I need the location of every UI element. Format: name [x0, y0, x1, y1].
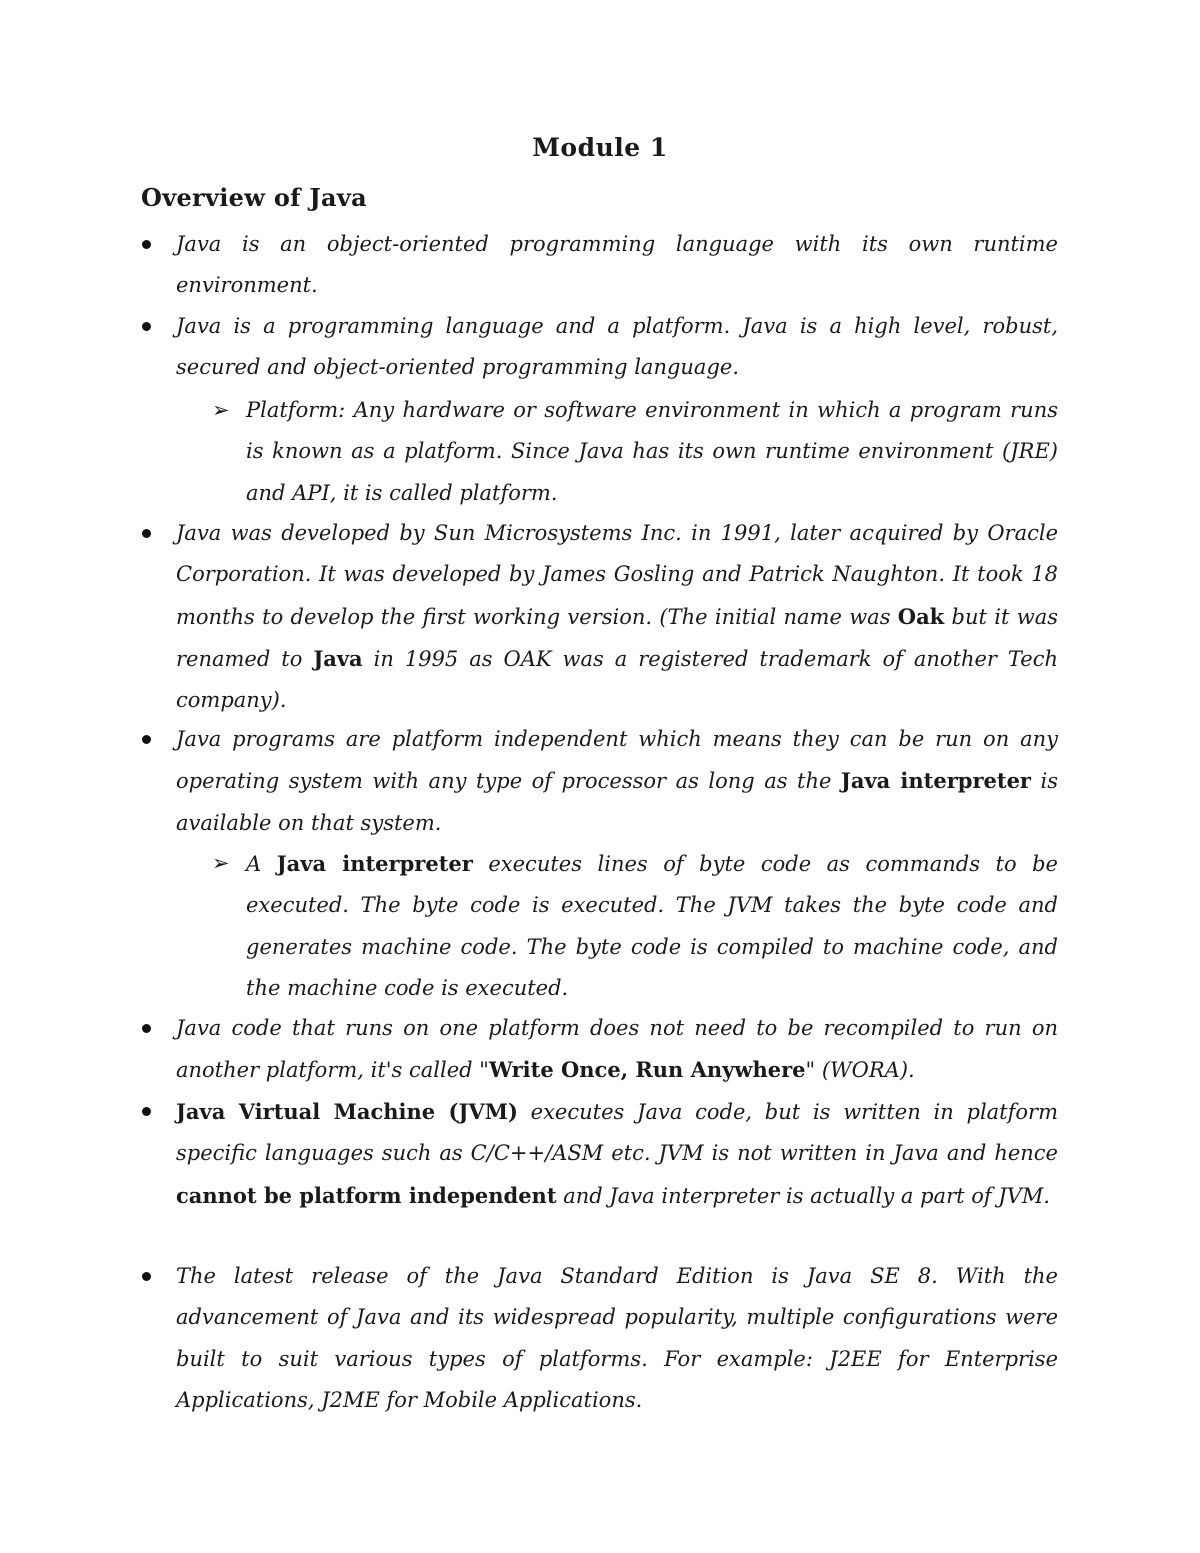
- arrow-bullet-icon: ➢: [212, 851, 230, 875]
- bold-term: cannot be platform independent: [176, 1182, 557, 1208]
- list-item-text: Java code that runs on one platform does not need to be recompiled to run on another platform, it's called ": [176, 1016, 1058, 1083]
- bullet-icon: [142, 529, 151, 538]
- bullet-icon: [142, 322, 151, 331]
- sub-list-item: [212, 843, 1058, 1009]
- list-item: [176, 1008, 1058, 1092]
- list-item-text: " (WORA).: [805, 1058, 915, 1083]
- bold-term: Java interpreter: [840, 768, 1031, 794]
- sub-list-item-text: Platform: Any hardware or software environment in which a program runs is known as a platform. Since Java has its own runtime environment (JRE) and API, it is called platform.: [246, 398, 1058, 505]
- list-item-text: but it was renamed to: [176, 604, 1058, 671]
- sub-list-item: [212, 390, 1058, 514]
- list-item: [176, 1091, 1058, 1217]
- arrow-bullet-icon: ➢: [212, 398, 230, 422]
- list-item-text: Java is an object-oriented programming language with its own runtime environment.: [176, 232, 1058, 298]
- section-heading: Overview of Java: [141, 183, 368, 212]
- list-item: [176, 306, 1058, 389]
- list-item-text: and Java interpreter is actually a part of JVM.: [556, 1183, 1051, 1208]
- list-item-text: The latest release of the Java Standard Edition is Java SE 8. With the advancement of Java and its widespread popularity, multiple configurations were built to suit various types of platforms. For example: J2EE for Enterprise Applications, J2ME for Mobile Applications.: [176, 1264, 1058, 1412]
- bold-term: Write Once, Run Anywhere: [488, 1057, 806, 1083]
- sub-list-item-text: executes lines of byte code as commands to be executed. The byte code is executed. The JVM takes the byte code and generates machine code. The byte code is compiled to machine code, and the machine code is executed.: [246, 852, 1058, 1000]
- list-item: [176, 719, 1058, 844]
- page-title: Module 1: [532, 133, 668, 162]
- list-item: [176, 513, 1058, 721]
- bold-term: Oak: [897, 603, 945, 629]
- list-item-text: executes Java code, but is written in platform specific languages such as C/C++/ASM etc. JVM is not written in Java and hence: [176, 1100, 1058, 1166]
- list-item-text: Java was developed by Sun Microsystems Inc. in 1991, later acquired by Oracle Corporation. It was developed by James Gosling and Patrick Naughton. It took 18 months to develop the first working version. (The initial name was: [176, 521, 1058, 629]
- list-item: [176, 224, 1058, 307]
- bullet-icon: [142, 1107, 151, 1116]
- bullet-icon: [142, 735, 151, 744]
- list-item-text: Java is a programming language and a platform. Java is a high level, robust, secured and object-oriented programming language.: [176, 314, 1058, 380]
- bullet-icon: [142, 1024, 151, 1033]
- list-item: [176, 1256, 1058, 1421]
- sub-list-item-text: A: [246, 852, 277, 876]
- bold-term: Java Virtual Machine (JVM): [176, 1099, 518, 1124]
- list-item-text: in 1995 as OAK was a registered trademark of another Tech company).: [176, 646, 1058, 713]
- bullet-icon: [142, 1272, 151, 1281]
- bold-term: Java: [313, 645, 363, 671]
- list-item-text: Java programs are platform independent which means they can be run on any operating system with any type of processor as long as the: [176, 727, 1058, 794]
- bold-term: Java interpreter: [276, 851, 473, 876]
- bullet-icon: [142, 240, 151, 249]
- list-item-text: is available on that system.: [176, 769, 1058, 835]
